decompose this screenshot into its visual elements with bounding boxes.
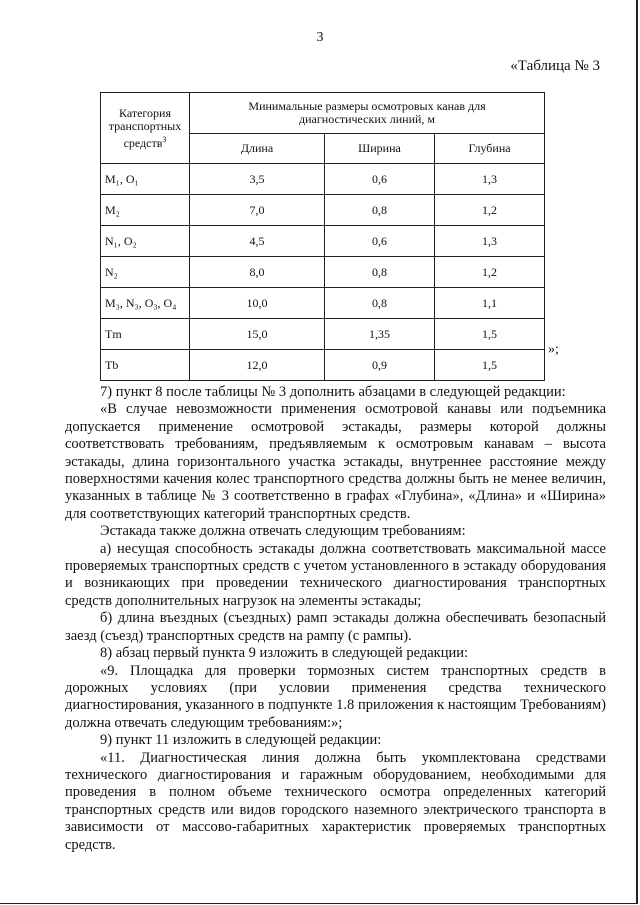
paragraph: «В случае невозможности применения осмотровой канавы или подъемника допускается применение осмотровой эстакады, размеры которой должны соответствовать требованиям, предъявляемым к осмотровым канавам – высота эстакады, длина горизонтального участка эстакады, внутреннее расстояние между поверхностями качения колес транспортного средства должны быть не менее величин, указанных в таблице № 3 соответственно в графах «Глубина», «Длина» и «Ширина» для соответствующих категорий транспортных средств.	[65, 401, 606, 522]
table-row	[101, 164, 545, 195]
row-length: 8,0	[190, 257, 325, 288]
row-depth: 1,3	[435, 226, 545, 257]
table-row	[101, 350, 545, 381]
row-length: 7,0	[190, 195, 325, 226]
header-length: Длина	[190, 134, 325, 164]
row-depth: 1,2	[435, 195, 545, 226]
row-depth: 1,3	[435, 164, 545, 195]
row-depth: 1,5	[435, 350, 545, 381]
row-width: 0,9	[325, 350, 435, 381]
row-length: 10,0	[190, 288, 325, 319]
footnote-mark: 3	[162, 134, 167, 144]
paragraph: а) несущая способность эстакады должна соответствовать максимальной массе проверяемых транспортных средств с учетом установленного в эстакаду оборудования и возникающих при проведении технического диагностирования транспортных средств дополнительных нагрузок на элементы эстакады;	[65, 540, 606, 609]
paragraph: «11. Диагностическая линия должна быть укомплектована средствами технического диагностирования и гаражным оборудованием, необходимыми для проведения в полном объеме технического осмотра определенных категорий транспортных средств или видов городского наземного электрического транспорта в зависимости от массово-габаритных характеристик проверяемых транспортных средств.	[65, 749, 606, 853]
row-category: M₃, N₃, O₃, O₄	[101, 288, 190, 319]
row-width: 0,6	[325, 164, 435, 195]
row-category: N₂	[101, 257, 190, 288]
header-width: Ширина	[325, 134, 435, 164]
row-length: 4,5	[190, 226, 325, 257]
table-row	[101, 288, 545, 319]
row-width: 0,8	[325, 288, 435, 319]
table-caption: «Таблица № 3	[510, 58, 600, 74]
row-width: 1,35	[325, 319, 435, 350]
table-row	[101, 257, 545, 288]
row-width: 0,8	[325, 195, 435, 226]
row-category: N₁, O₂	[101, 226, 190, 257]
row-width: 0,6	[325, 226, 435, 257]
row-length: 3,5	[190, 164, 325, 195]
row-depth: 1,2	[435, 257, 545, 288]
table-end-mark: »;	[548, 342, 559, 357]
paragraph: 7) пункт 8 после таблицы № 3 дополнить абзацами в следующей редакции:	[100, 384, 566, 400]
header-dimensions: Минимальные размеры осмотровых канав для диагностических линий, м	[190, 93, 545, 134]
page-number: 3	[316, 30, 324, 45]
paragraph: 8) абзац первый пункта 9 изложить в следующей редакции:	[100, 645, 469, 662]
paragraph: Эстакада также должна отвечать следующим требованиям:	[100, 523, 466, 540]
paragraph: 9) пункт 11 изложить в следующей редакции:	[100, 732, 382, 749]
row-width: 0,8	[325, 257, 435, 288]
paragraph: «9. Площадка для проверки тормозных систем транспортных средств в дорожных условиях (при условии применения средства технического диагностирования, указанного в подпункте 1.8 приложения к настоящим Требованиям) должна отвечать следующим требованиям:»;	[65, 662, 606, 731]
header-depth: Глубина	[435, 134, 545, 164]
row-category: Tm	[101, 319, 190, 350]
row-category: M₁, O₁	[101, 164, 190, 195]
body-text	[65, 384, 606, 854]
paragraph: б) длина въездных (съездных) рамп эстакады должна обеспечивать безопасный заезд (съезд) транспортных средств на рампу (с рампы).	[65, 610, 606, 644]
row-depth: 1,1	[435, 288, 545, 319]
pit-dimensions-table	[100, 92, 545, 381]
row-category: Tb	[101, 350, 190, 381]
table-row	[101, 195, 545, 226]
header-category: Категория транспортных средств$^3$	[101, 93, 190, 164]
row-length: 15,0	[190, 319, 325, 350]
table-row	[101, 226, 545, 257]
row-category: M₂	[101, 195, 190, 226]
row-length: 12,0	[190, 350, 325, 381]
table-row	[101, 319, 545, 350]
row-depth: 1,5	[435, 319, 545, 350]
